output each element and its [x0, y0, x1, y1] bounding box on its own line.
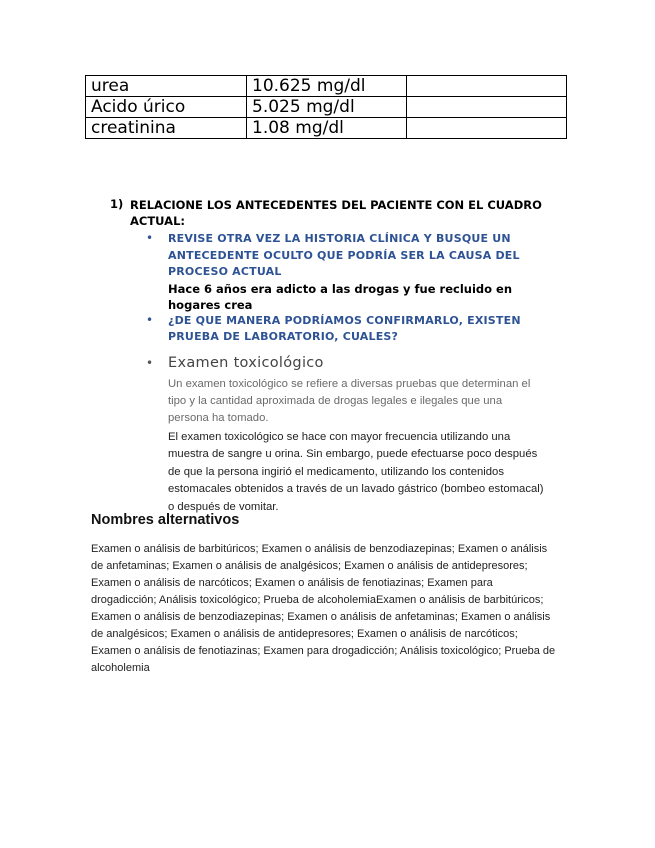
bullet-icon: • [146, 231, 154, 245]
exam-heading: Examen toxicológico [168, 354, 324, 371]
table-row [86, 118, 567, 139]
exam-description: Un examen toxicológico se refiere a diversas pruebas que determinan el tipo y la cantidad aproximada de drogas legales e ilegales que una persona ha tomado. [168, 377, 531, 424]
table-row [86, 76, 567, 97]
test-name-cell: Acido úrico [86, 97, 247, 118]
test-value-cell: 5.025 mg/dl [247, 97, 407, 118]
question-bullets [146, 231, 546, 516]
bullet-icon: • [146, 355, 154, 370]
lab-results-table [85, 75, 567, 139]
empty-cell [407, 97, 567, 118]
bullet-question: REVISE OTRA VEZ LA HISTORIA CLÍNICA Y BUSQUE UN ANTECEDENTE OCULTO QUE PODRÍA SER LA CAUSA DEL PROCESO ACTUAL [168, 232, 520, 278]
test-name-cell: urea [86, 76, 247, 97]
list-item [146, 231, 546, 313]
test-value-cell: 1.08 mg/dl [247, 118, 407, 139]
alternatives-text: Examen o análisis de barbitúricos; Examen o análisis de benzodiazepinas; Examen o análisis de anfetaminas; Examen o análisis de analgésicos; Examen o análisis de antidepresores; Examen o análisis de narcóticos; Examen o análisis de fenotiazinas; Examen para drogadicción; Análisis toxicológico; Prueba de alcoholemiaExamen o análisis de barbitúricos; Examen o análisis de benzodiazepinas; Examen o análisis de anfetaminas; Examen o análisis de analgésicos; Examen o análisis de antidepresores; Examen o análisis de narcóticos; Examen o análisis de fenotiazinas; Examen para drogadicción; Análisis toxicológico; Prueba de alcoholemia [91, 543, 556, 674]
question-number: 1) [110, 197, 124, 211]
list-item [146, 313, 546, 346]
bullet-question: ¿DE QUE MANERA PODRÍAMOS CONFIRMARLO, EXISTEN PRUEBA DE LABORATORIO, CUALES? [168, 313, 521, 343]
question-1 [110, 197, 560, 513]
bullet-answer: Hace 6 años era adicto a las drogas y fue recluido en hogares crea [168, 281, 513, 312]
test-name-cell: creatinina [86, 118, 247, 139]
question-text: RELACIONE LOS ANTECEDENTES DEL PACIENTE CON EL CUADRO ACTUAL: [130, 198, 542, 228]
empty-cell [407, 76, 567, 97]
test-value-cell: 10.625 mg/dl [247, 76, 407, 97]
alternatives-title: Nombres alternativos [91, 512, 240, 528]
bullet-icon: • [146, 312, 154, 327]
exam-procedure: El examen toxicológico se hace con mayor frecuencia utilizando una muestra de sangre u orina. Sin embargo, puede efectuarse poco después de que la persona ingirió el medicamento, utilizando los contenidos estomacales obtenidos a través de un lavado gástrico (bombeo estomacal) o después de vomitar. [168, 430, 544, 513]
empty-cell [407, 118, 567, 139]
list-item [146, 353, 546, 517]
table-row [86, 97, 567, 118]
